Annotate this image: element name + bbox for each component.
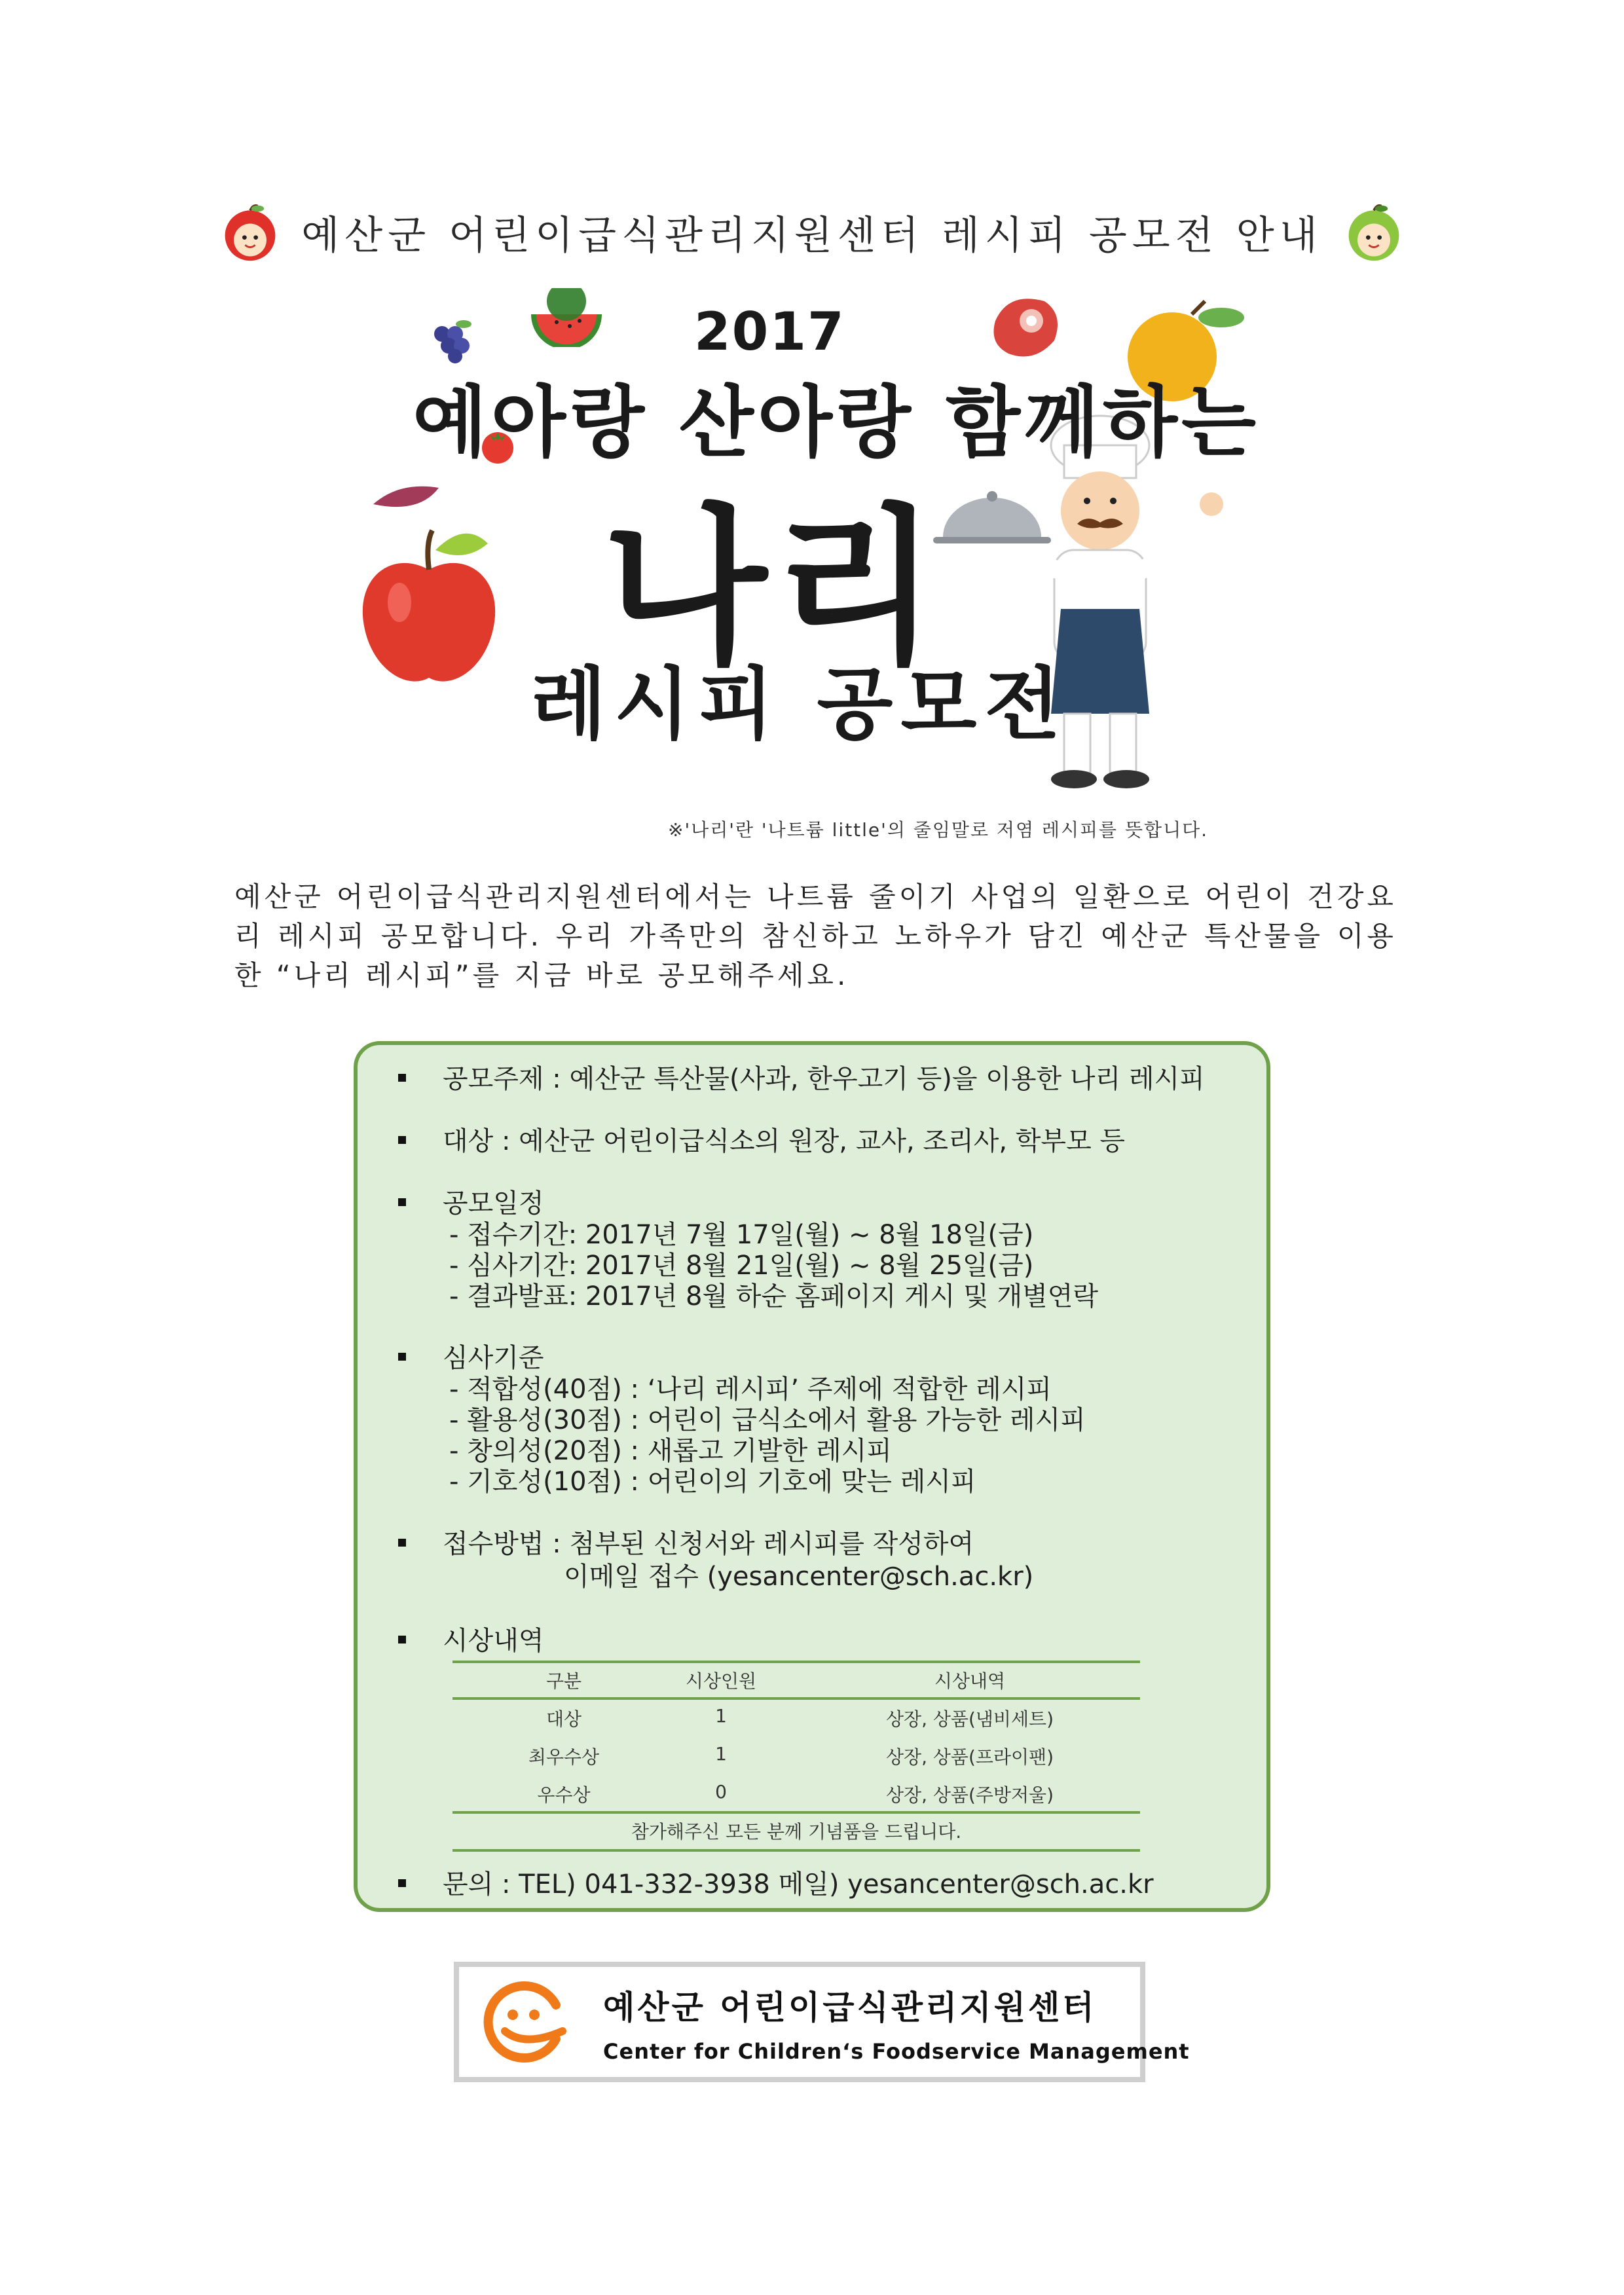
document-title: 예산군 어린이급식관리지원센터 레시피 공모전 안내	[301, 213, 1323, 259]
table-cell: 상장, 상품(프라이팬)	[885, 1746, 1054, 1768]
apple-icon	[354, 524, 504, 694]
bullet	[398, 1074, 406, 1082]
awards-table	[452, 1661, 1140, 1857]
center-logo-icon	[479, 1979, 570, 2065]
serving-cloche-icon	[930, 485, 1054, 557]
table-header: 시상인원	[685, 1670, 757, 1692]
intro-paragraph: 예산군 어린이급식관리지원센터에서는 나트륨 줄이기 사업의 일환으로 어린이 건강요리 레시피 공모합니다. 우리 가족만의 참신하고 노하우가 담긴 예산군 특산물을 이용한 “나리 레시피”를 지금 바로 공모해주세요.	[234, 881, 1397, 991]
contest-poster	[354, 275, 1270, 799]
poster-contest-title: 레시피 공모전	[530, 659, 1069, 750]
table-header: 시상내역	[934, 1670, 1006, 1692]
table-cell: 우수상	[537, 1784, 591, 1806]
bullet	[398, 1136, 406, 1144]
bullet	[398, 1636, 406, 1643]
criteria-line: - 적합성(40점) : ‘나리 레시피’ 주제에 적합한 레시피	[449, 1374, 1052, 1405]
schedule-line: - 접수기간: 2017년 7월 17일(월) ~ 8월 18일(금)	[449, 1220, 1034, 1250]
sweet-potato-icon	[367, 478, 445, 517]
apple-mascot-icon	[219, 201, 282, 264]
table-rule	[452, 1697, 1140, 1700]
table-rule	[452, 1849, 1140, 1852]
table-header: 구분	[545, 1670, 582, 1692]
table-cell: 상장, 상품(냄비세트)	[885, 1708, 1054, 1730]
schedule-line: - 결과발표: 2017년 8월 하순 홈페이지 게시 및 개별연락	[449, 1281, 1099, 1312]
bullet	[398, 1198, 406, 1206]
table-note: 참가해주신 모든 분께 기념품을 드립니다.	[631, 1821, 962, 1843]
bullet	[398, 1879, 406, 1887]
table-rule	[452, 1661, 1140, 1663]
green-apple-mascot-icon	[1342, 201, 1405, 264]
beef-steak-icon	[982, 288, 1067, 367]
table-cell: 최우수상	[528, 1746, 600, 1768]
criteria-line: - 기호성(10점) : 어린이의 기호에 맞는 레시피	[449, 1467, 976, 1497]
criteria-line: - 활용성(30점) : 어린이 급식소에서 활용 가능한 레시피	[449, 1405, 1086, 1435]
poster-main-title: 나리	[602, 490, 945, 688]
center-english-name: Center for Children‘s Foodservice Management	[603, 2039, 1190, 2064]
center-name: 예산군 어린이급식관리지원센터	[603, 1989, 1097, 2027]
bullet	[398, 1353, 406, 1361]
table-cell: 0	[715, 1781, 727, 1803]
watermelon-icon	[530, 288, 602, 347]
table-rule	[452, 1811, 1140, 1814]
table-cell: 상장, 상품(주방저울)	[885, 1784, 1054, 1806]
method-email-line: 이메일 접수 (yesancenter@sch.ac.kr)	[564, 1562, 1034, 1592]
bullet	[398, 1539, 406, 1547]
contest-info-box: 공모주제 : 예산군 특산물(사과, 한우고기 등)을 이용한 나리 레시피 대상 : 예산군 어린이급식소의 원장, 교사, 조리사, 학부모 등 공모일정 - 접수기간: 2017년 7월 17일(월) ~ 8월 18일(금) - 심사기간: 2017년 8월 21일(월) ~ 8월 25일(금) - 결과발표: 2017년 8월 하순 홈페이지 게시 및 개별연락 심사기준 - 적합성(40점) : ‘나리 레시피’ 주제에 적합한 레시피 - 활용성(30점) : 어린이 급식소에서 활용 가능한 레시피 - 창의성(20점) : 새롭고 기발한 레시피 - 기호성(10점) : 어린이의 기호에 맞는 레시피 접수방법 : 첨부된 신청서와 레시피를 작성하여 이메일 접수 (yesancenter@sch.ac.kr) 시상내역 구분 시상인원 시상내역 대상 1 상장, 상품(냄비세트) 최우수상 1 상장, 상품(프라이팬) 우수상 0 상장, 상품(주방저울) 참가해주신 모든 분께 기념품을 드립니다. 문의 : TEL) 041-332-3938 메일) yesancenter@sch.ac.kr	[354, 1041, 1270, 1912]
grapes-icon	[426, 314, 478, 367]
center-logo	[454, 1962, 1190, 2082]
table-cell: 대상	[545, 1708, 582, 1730]
table-cell: 1	[715, 1743, 727, 1765]
schedule-line: - 심사기간: 2017년 8월 21일(월) ~ 8월 25일(금)	[449, 1251, 1034, 1281]
footnote: ※'나리'란 '나트륨 little'의 줄임말로 저염 레시피를 뜻합니다.	[668, 819, 1209, 841]
poster-year: 2017	[694, 301, 845, 362]
table-cell: 1	[715, 1705, 727, 1727]
page-header	[0, 196, 1624, 268]
poster-subtitle: 예아랑 산아랑 함께하는	[413, 377, 1261, 468]
criteria-line: - 창의성(20점) : 새롭고 기발한 레시피	[449, 1436, 892, 1466]
